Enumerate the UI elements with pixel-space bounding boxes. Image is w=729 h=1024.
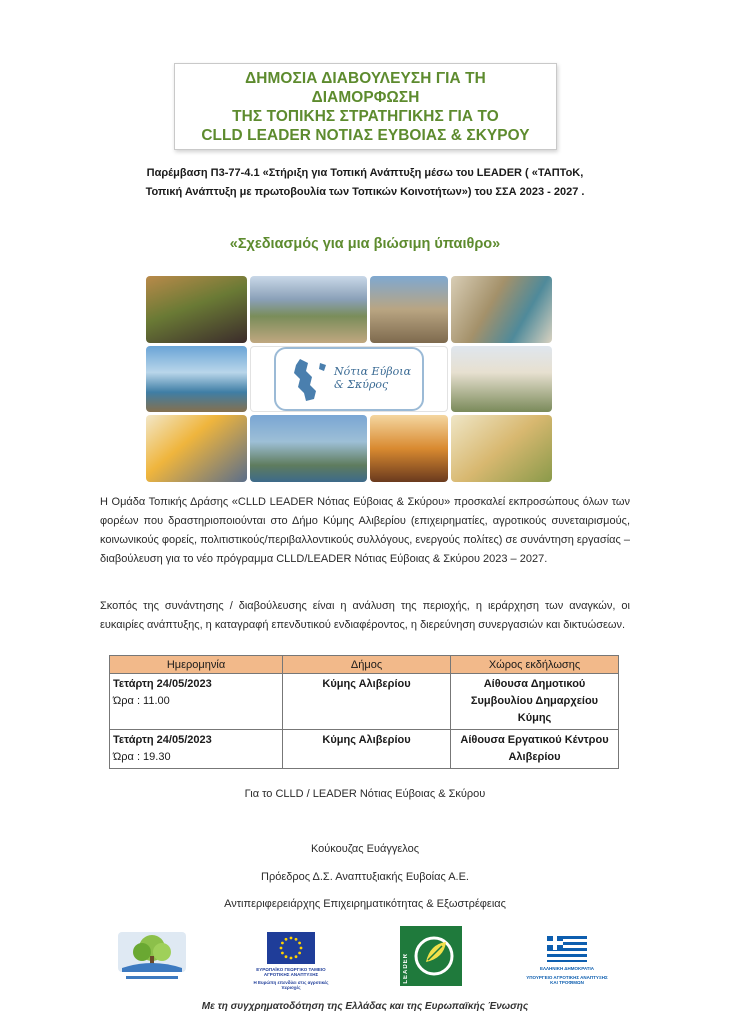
on-behalf-line: Για το CLLD / LEADER Νότιας Εύβοιας & Σκύρου	[244, 788, 486, 800]
header-municipality: Δήμος	[283, 656, 451, 674]
intervention-line-1: Παρέμβαση Π3-77-4.1 «Στήριξη για Τοπική Ανάπτυξη μέσω του LEADER ( «ΤΑΠΤοΚ,	[146, 167, 584, 179]
header-date: Ημερομηνία	[110, 656, 283, 674]
rural-development-logo	[116, 928, 188, 984]
photo-rocks	[370, 276, 448, 343]
photo-bakery	[370, 415, 448, 482]
cofinancing-footer: Με τη συγχρηματοδότηση της Ελλάδας και της Ευρωπαϊκής Ένωσης	[201, 1001, 529, 1012]
eu-caption-1: ΕΥΡΩΠΑΪΚΟ ΓΕΩΡΓΙΚΟ ΤΑΜΕΙΟ ΑΓΡΟΤΙΚΗΣ ΑΝΑΠΤΥΞΗΣ	[256, 967, 326, 977]
greece-caption-2: ΥΠΟΥΡΓΕΙΟ ΑΓΡΟΤΙΚΗΣ ΑΝΑΠΤΥΞΗΣ ΚΑΙ ΤΡΟΦΙΜΩΝ	[526, 975, 608, 985]
cell-date	[110, 730, 283, 769]
photo-beach	[146, 346, 247, 413]
signatory-name: Κούκουζας Ευάγγελος	[310, 843, 420, 855]
eu-caption-2: Η Ευρώπη επενδύει στις αγροτικές περιοχές	[253, 980, 329, 990]
title-box	[174, 63, 557, 150]
purpose-paragraph: Σκοπός της συνάντησης / διαβούλευσης είναι η ανάλυση της περιοχής, η ιεράρχηση των αναγκών, οι ευκαιρίες ανάπτυξης, η καταγραφή επενδυτικού ενδιαφέροντος, η διερεύνηση συνεργασιών και δικτυώσεων.	[100, 600, 630, 631]
region-label	[334, 365, 411, 391]
region-label-line-2: & Σκύρος	[333, 377, 389, 391]
photo-mountains	[250, 276, 367, 343]
invitation-paragraph: Η Ομάδα Τοπικής Δράσης «CLLD LEADER Νότιας Εύβοιας & Σκύρου» προσκαλεί εκπροσώπους όλων των φορέων που δραστηριοποιούνται στο Δήμο Κύμης Αλιβερίου (επιχειρηματίες, αγροτικούς συνεταιρισμούς, κοινωνικούς φορείς, πολιτιστικούς/περιβαλλοντικούς συλλόγους, ενεργούς πολίτες) σε συνάντηση εργασίας – διαβούλευση για το νέο πρόγραμμα CLLD/LEADER Νότιας Εύβοιας & Σκύρου 2023 – 2027.	[100, 496, 630, 565]
title-line-4: CLLD LEADER ΝΟΤΙΑΣ ΕΥΒΟΙΑΣ & ΣΚΥΡΟΥ	[201, 126, 530, 144]
rural-tree-icon	[116, 928, 188, 984]
title-line-1: ΔΗΜΟΣΙΑ ΔΙΑΒΟΥΛΕΥΣΗ ΓΙΑ ΤΗ	[245, 69, 486, 87]
cell-municipality: Κύμης Αλιβερίου	[283, 730, 451, 769]
sponsor-logos	[0, 926, 729, 988]
eu-fund-logo	[244, 932, 338, 990]
photo-canyon	[451, 276, 552, 343]
header-venue: Χώρος εκδήλωσης	[451, 656, 619, 674]
cell-municipality: Κύμης Αλιβερίου	[283, 674, 451, 730]
intervention-text	[100, 164, 630, 202]
region-map-logo	[250, 346, 448, 413]
greece-caption-1: ΕΛΛΗΝΙΚΗ ΔΗΜΟΚΡΑΤΙΑ	[539, 966, 595, 971]
photo-bay	[250, 415, 367, 482]
signatory-role-2: Αντιπεριφερειάρχης Επιχειρηματικότητας & Εξωστρέφειας	[224, 898, 506, 910]
event-time: Ώρα : 19.30	[113, 751, 171, 763]
schedule-header-row	[110, 656, 619, 674]
table-row	[110, 730, 619, 769]
intervention-line-2: Τοπική Ανάπτυξη με πρωτοβουλία των Τοπικών Κοινοτήτων») του ΣΣΑ 2023 - 2027 .	[145, 186, 585, 198]
signatory-role-1: Πρόεδρος Δ.Σ. Αναπτυξιακής Ευβοίας Α.Ε.	[261, 871, 469, 883]
photo-vineyard	[146, 276, 247, 343]
cell-venue: Αίθουσα Εργατικού Κέντρου Αλιβερίου	[451, 730, 619, 769]
region-logo-frame	[274, 347, 424, 411]
event-time: Ώρα : 11.00	[113, 695, 170, 707]
photo-food	[451, 415, 552, 482]
event-date: Τετάρτη 24/05/2023	[113, 734, 212, 746]
photo-worker	[146, 415, 247, 482]
greek-flag-icon	[547, 936, 587, 962]
leader-word: LEADER	[403, 953, 409, 984]
leader-emblem	[400, 926, 462, 986]
leader-leaf-icon	[400, 926, 462, 986]
leader-logo	[400, 926, 462, 986]
schedule-table	[109, 655, 619, 769]
title-line-3: ΤΗΣ ΤΟΠΙΚΗΣ ΣΤΡΑΤΗΓΙΚΗΣ ΓΙΑ ΤΟ	[232, 107, 499, 125]
photo-collage	[146, 276, 552, 482]
greek-ministry-logo	[524, 936, 610, 984]
event-date: Τετάρτη 24/05/2023	[113, 678, 212, 690]
title-line-2: ΔΙΑΜΟΡΦΩΣΗ	[311, 88, 420, 106]
photo-village	[451, 346, 552, 413]
region-label-line-1: Νότια Εύβοια	[333, 364, 411, 378]
eu-flag-icon	[267, 932, 315, 964]
cell-date	[110, 674, 283, 730]
cell-venue: Αίθουσα Δημοτικού Συμβουλίου Δημαρχείου Κύμης	[451, 674, 619, 730]
table-row	[110, 674, 619, 730]
region-map-icon	[286, 355, 332, 405]
slogan: «Σχεδιασμός για μια βιώσιμη ύπαιθρο»	[229, 236, 501, 252]
